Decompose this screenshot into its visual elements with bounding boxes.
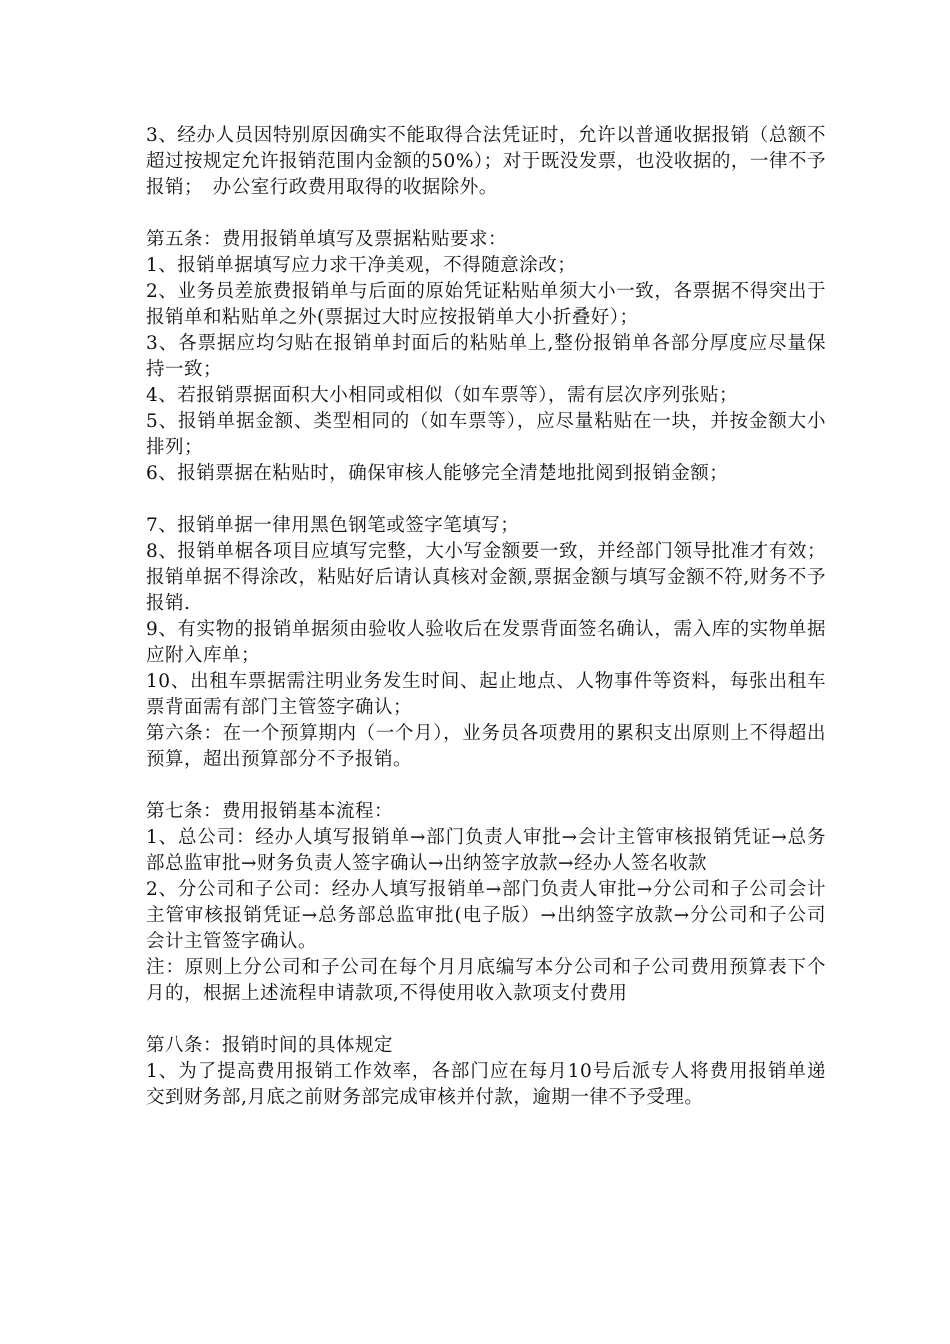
section-gap: [146, 487, 826, 513]
paragraph-article-8-item-1: 1、为了提高费用报销工作效率，各部门应在每月10号后派专人将费用报销单递交到财务部,月底之前财务部完成审核并付款，逾期一律不予受理。: [146, 1061, 826, 1108]
paragraph-article-7-note: 注：原则上分公司和子公司在每个月月底编写本分公司和子公司费用预算表下个月的，根据上述流程申请款项,不得使用收入款项支付费用: [146, 957, 826, 1004]
paragraph-article-6: 第六条：在一个预算期内（一个月），业务员各项费用的累积支出原则上不得超出预算，超出预算部分不予报销。: [146, 723, 826, 770]
paragraph-article-7-branch-flow: 2、分公司和子公司：经办人填写报销单→部门负责人审批→分公司和子公司会计主管审核报销凭证→总务部总监审批(电子版）→出纳签字放款→分公司和子公司会计主管签字确认。: [146, 879, 826, 952]
paragraph-article-5-item-3: 3、各票据应均匀贴在报销单封面后的粘贴单上,整份报销单各部分厚度应尽量保持一致；: [146, 333, 826, 380]
paragraph-rule-3: 3、经办人员因特别原因确实不能取得合法凭证时，允许以普通收据报销（总额不超过按规定允许报销范围内金额的50%）；对于既没发票，也没收据的，一律不予报销； 办公室行政费用取得的收据除外。: [146, 125, 826, 198]
paragraph-article-5-item-6: 6、报销票据在粘贴时，确保审核人能够完全清楚地批阅到报销金额；: [146, 463, 729, 484]
paragraph-article-5-item-2: 2、业务员差旅费报销单与后面的原始凭证粘贴单须大小一致，各票据不得突出于报销单和粘贴单之外(票据过大时应按报销单大小折叠好）；: [146, 281, 826, 328]
heading-article-7: 第七条：费用报销基本流程：: [146, 801, 394, 822]
heading-article-5: 第五条：费用报销单填写及票据粘贴要求：: [146, 229, 508, 250]
heading-article-8: 第八条：报销时间的具体规定: [146, 1035, 394, 1056]
paragraph-article-7-head-office-flow: 1、总公司：经办人填写报销单→部门负责人审批→会计主管审核报销凭证→总务部总监审批→财务负责人签字确认→出纳签字放款→经办人签名收款: [146, 827, 826, 874]
document-page: [146, 123, 826, 1111]
section-gap: [146, 773, 826, 799]
paragraph-article-5-item-5: 5、报销单据金额、类型相同的（如车票等），应尽量粘贴在一块，并按金额大小排列；: [146, 411, 826, 458]
paragraph-article-5-item-10: 10、出租车票据需注明业务发生时间、起止地点、人物事件等资料，每张出租车票背面需有部门主管签字确认；: [146, 671, 826, 718]
paragraph-article-5-item-4: 4、若报销票据面积大小相同或相似（如车票等），需有层次序列张贴；: [146, 385, 739, 406]
section-gap: [146, 201, 826, 227]
paragraph-article-5-item-9: 9、有实物的报销单据须由验收人验收后在发票背面签名确认，需入库的实物单据应附入库单；: [146, 619, 826, 666]
paragraph-article-5-item-7: 7、报销单据一律用黑色钢笔或签字笔填写；: [146, 515, 520, 536]
section-gap: [146, 1007, 826, 1033]
paragraph-article-5-item-8: 8、报销单椐各项目应填写完整，大小写金额要一致，并经部门领导批准才有效；报销单据不得涂改，粘贴好后请认真核对金额,票据金额与填写金额不符,财务不予报销.: [146, 541, 826, 614]
paragraph-article-5-item-1: 1、报销单据填写应力求干净美观，不得随意涂改；: [146, 255, 577, 276]
